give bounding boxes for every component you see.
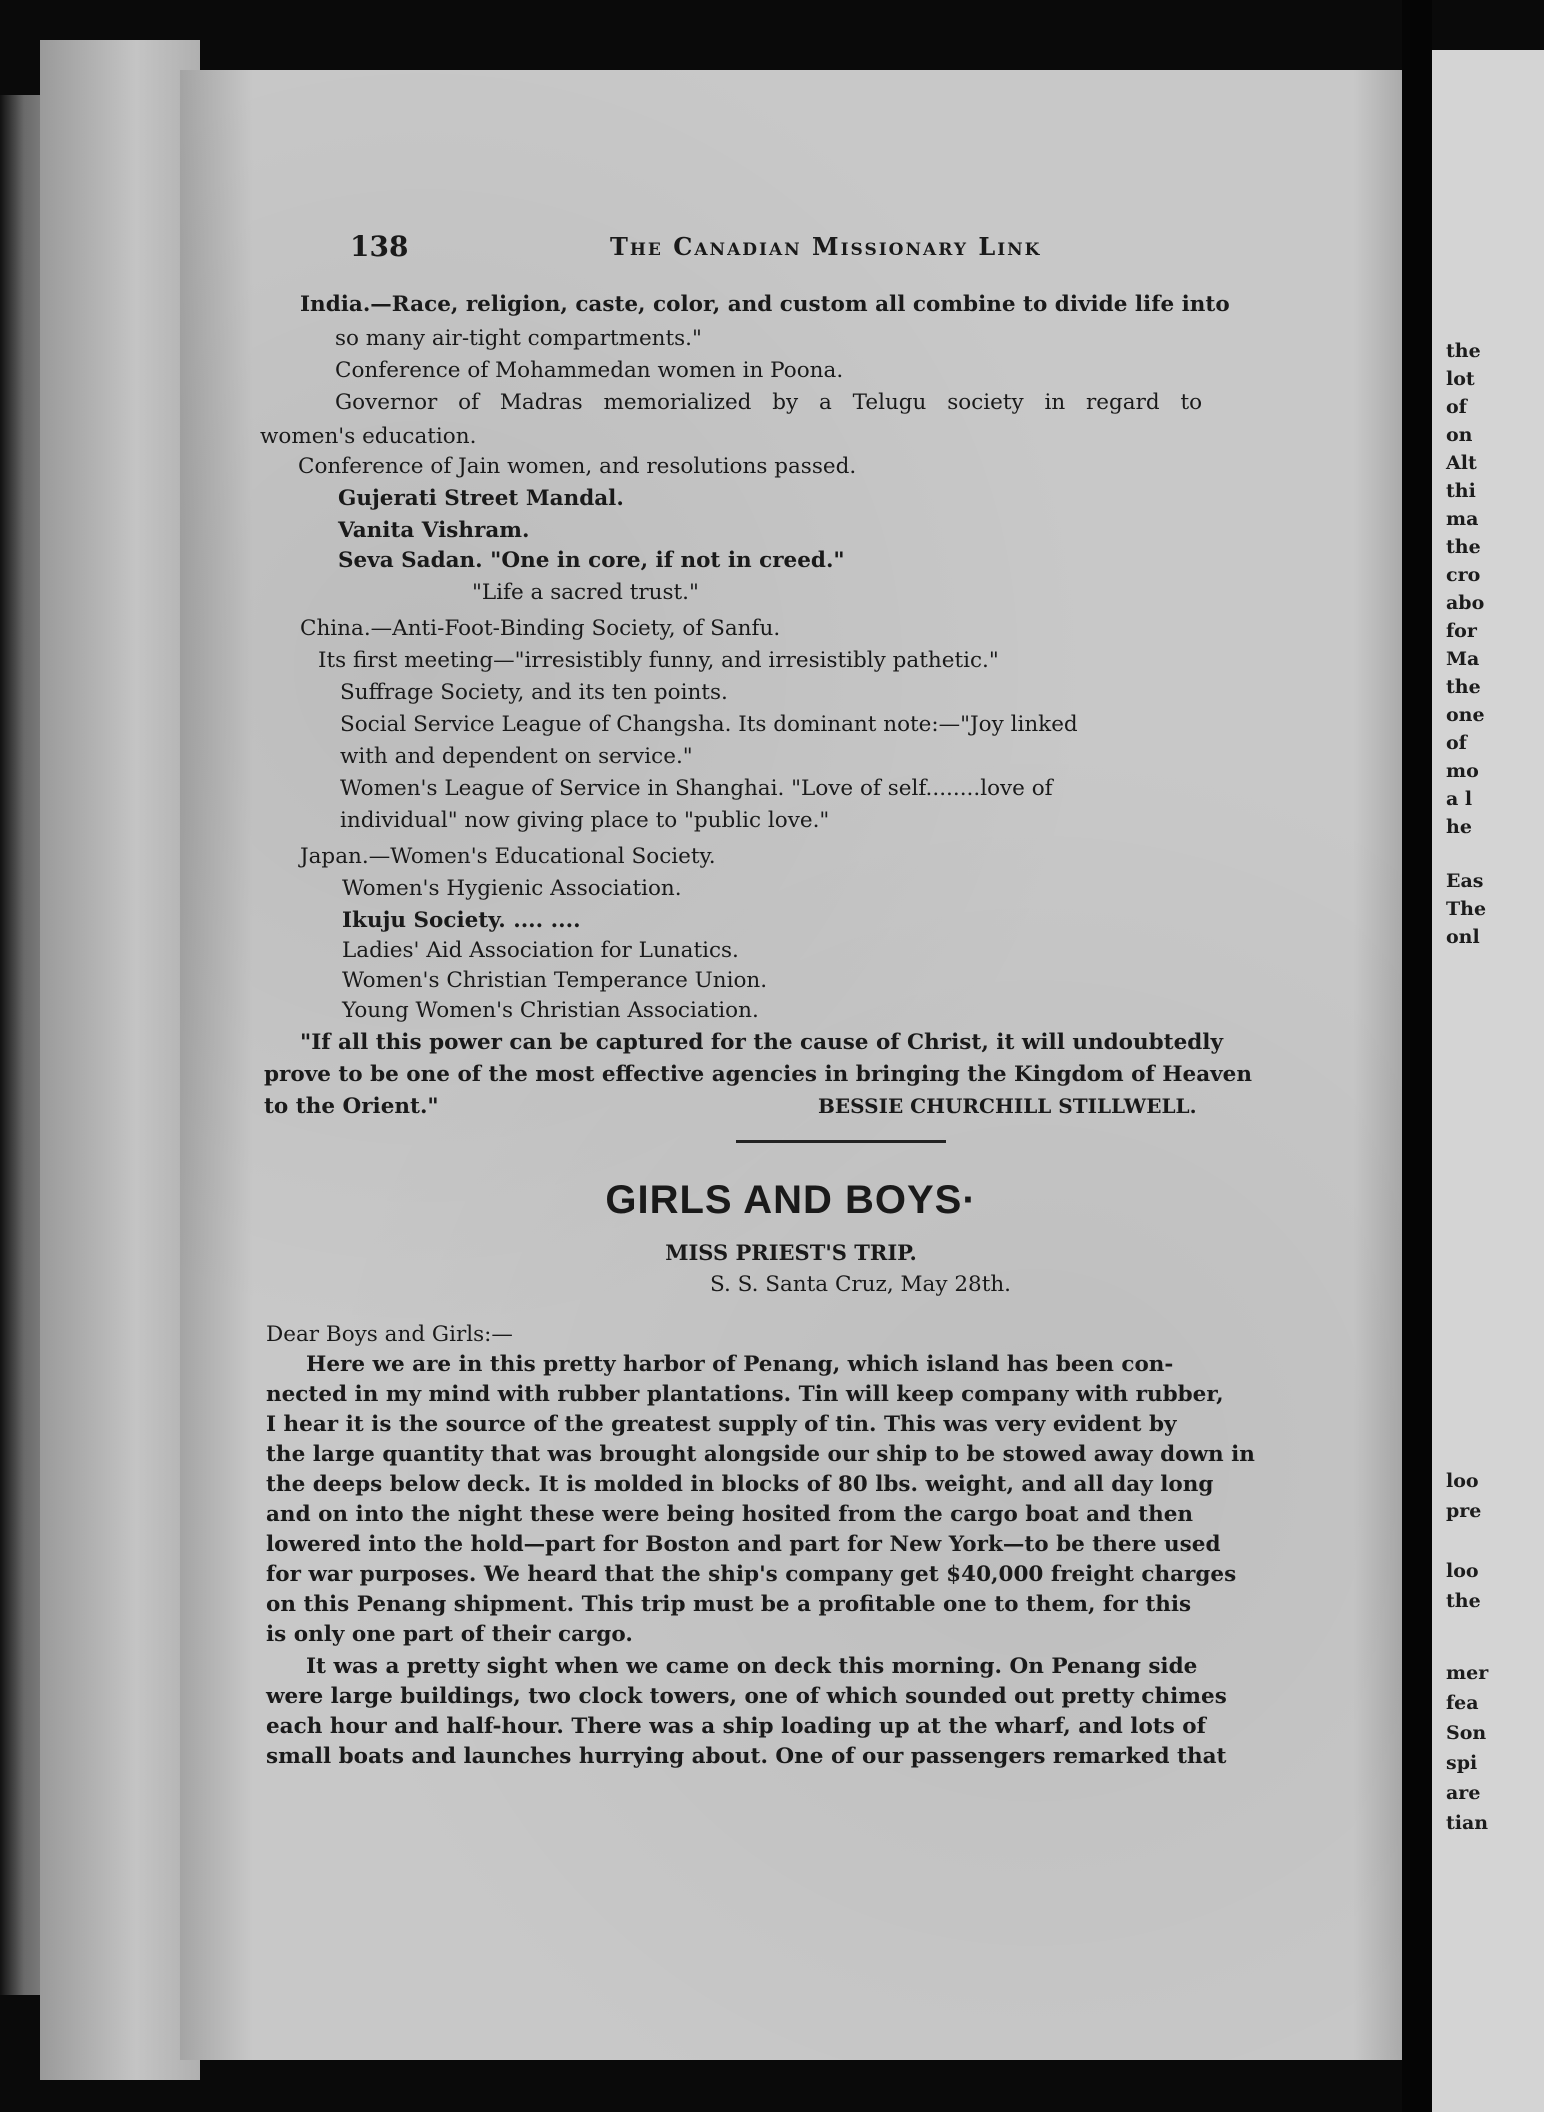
fragment: the: [1446, 1590, 1481, 1612]
underlying-page-edge: [40, 40, 200, 2080]
adjacent-page: [1432, 50, 1544, 2112]
text-line: China.—Anti-Foot-Binding Society, of Sanfu.: [300, 616, 781, 641]
fragment: loo: [1446, 1560, 1479, 1582]
text-line: were large buildings, two clock towers, one of which sounded out pretty chimes: [266, 1684, 1227, 1709]
fragment: of: [1446, 396, 1467, 418]
fragment: The: [1446, 898, 1487, 920]
text-line: and on into the night these were being hosited from the cargo boat and then: [266, 1502, 1194, 1527]
text-line: Gujerati Street Mandal.: [338, 486, 624, 511]
text-line: Women's Hygienic Association.: [342, 876, 682, 901]
fragment: loo: [1446, 1470, 1479, 1492]
text-line: lowered into the hold—part for Boston and part for New York—to be there used: [266, 1532, 1221, 1557]
fragment: the: [1446, 676, 1481, 698]
text-line: Vanita Vishram.: [338, 518, 530, 543]
document-page: [180, 70, 1402, 2060]
fragment: Eas: [1446, 870, 1484, 892]
text-line: Governor of Madras memorialized by a Telugu society in regard to: [335, 390, 1203, 415]
fragment: a l: [1446, 788, 1473, 810]
fragment: thi: [1446, 480, 1476, 502]
fragment: Son: [1446, 1722, 1487, 1744]
fragment: the: [1446, 340, 1481, 362]
fragment: on: [1446, 424, 1473, 446]
text-line: with and dependent on service.": [340, 744, 693, 769]
text-line: on this Penang shipment. This trip must be a profitable one to them, for this: [266, 1592, 1192, 1617]
text-line: India.—Race, religion, caste, color, and custom all combine to divide life into: [300, 292, 1230, 317]
signature: BESSIE CHURCHILL STILLWELL.: [818, 1094, 1197, 1118]
text-line: Its first meeting—"irresistibly funny, and irresistibly pathetic.": [318, 648, 999, 673]
text-line: the deeps below deck. It is molded in blocks of 80 lbs. weight, and all day long: [266, 1472, 1214, 1497]
fragment: tian: [1446, 1812, 1489, 1834]
text-line: "Life a sacred trust.": [472, 580, 699, 605]
fragment: one: [1446, 704, 1485, 726]
text-line: for war purposes. We heard that the ship's company get $40,000 freight charges: [266, 1562, 1237, 1587]
salutation: Dear Boys and Girls:—: [266, 1322, 513, 1347]
section-divider: [736, 1140, 946, 1143]
text-line: Ikuju Society. .... ....: [342, 908, 581, 933]
text-line: to the Orient.": [264, 1094, 439, 1119]
text-line: each hour and half-hour. There was a ship loading up at the wharf, and lots of: [266, 1714, 1206, 1739]
text-line: individual" now giving place to "public love.": [340, 808, 830, 833]
dateline: S. S. Santa Cruz, May 28th.: [710, 1272, 1012, 1297]
book-gutter: [1402, 0, 1432, 2112]
fragment: cro: [1446, 564, 1481, 586]
text-line: so many air-tight compartments.": [335, 326, 702, 351]
text-line: is only one part of their cargo.: [266, 1622, 633, 1647]
fragment: mer: [1446, 1662, 1489, 1684]
text-line: Young Women's Christian Association.: [342, 998, 759, 1023]
journal-title: The Canadian Missionary Link: [610, 232, 1042, 261]
text-line: Conference of Jain women, and resolutions passed.: [298, 454, 857, 479]
fragment: abo: [1446, 592, 1485, 614]
fragment: Alt: [1446, 452, 1477, 474]
text-line: It was a pretty sight when we came on deck this morning. On Penang side: [306, 1654, 1198, 1679]
fragment: for: [1446, 620, 1477, 642]
text-line: Seva Sadan. "One in core, if not in creed.": [338, 548, 845, 573]
text-line: Here we are in this pretty harbor of Penang, which island has been con-: [306, 1352, 1174, 1377]
text-line: prove to be one of the most effective agencies in bringing the Kingdom of Heaven: [264, 1062, 1252, 1087]
text-line: Social Service League of Changsha. Its dominant note:—"Joy linked: [340, 712, 1078, 737]
text-line: Ladies' Aid Association for Lunatics.: [342, 938, 739, 963]
fragment: of: [1446, 732, 1467, 754]
section-heading: GIRLS AND BOYS·: [605, 1178, 977, 1222]
text-line: small boats and launches hurrying about. One of our passengers remarked that: [266, 1744, 1227, 1769]
text-line: Conference of Mohammedan women in Poona.: [335, 358, 844, 383]
text-line: nected in my mind with rubber plantations. Tin will keep company with rubber,: [266, 1382, 1224, 1407]
fragment: lot: [1446, 368, 1475, 390]
fragment: are: [1446, 1782, 1481, 1804]
section-subheading: MISS PRIEST'S TRIP.: [665, 1240, 917, 1265]
text-line: Suffrage Society, and its ten points.: [340, 680, 728, 705]
fragment: pre: [1446, 1500, 1482, 1522]
page-number: 138: [350, 230, 409, 263]
text-line: the large quantity that was brought alongside our ship to be stowed away down in: [266, 1442, 1255, 1467]
fragment: onl: [1446, 926, 1480, 948]
fragment: mo: [1446, 760, 1479, 782]
text-line: women's education.: [260, 424, 477, 449]
fragment: he: [1446, 816, 1472, 838]
fragment: fea: [1446, 1692, 1479, 1714]
fragment: spi: [1446, 1752, 1478, 1774]
text-line: I hear it is the source of the greatest supply of tin. This was very evident by: [266, 1412, 1177, 1437]
text-line: Japan.—Women's Educational Society.: [300, 844, 716, 869]
fragment: Ma: [1446, 648, 1480, 670]
text-line: Women's League of Service in Shanghai. "Love of self........love of: [340, 776, 1053, 801]
running-head: [350, 230, 1312, 266]
fragment: ma: [1446, 508, 1479, 530]
text-line: "If all this power can be captured for the cause of Christ, it will undoubtedly: [300, 1030, 1223, 1055]
fragment: the: [1446, 536, 1481, 558]
text-line: Women's Christian Temperance Union.: [342, 968, 768, 993]
